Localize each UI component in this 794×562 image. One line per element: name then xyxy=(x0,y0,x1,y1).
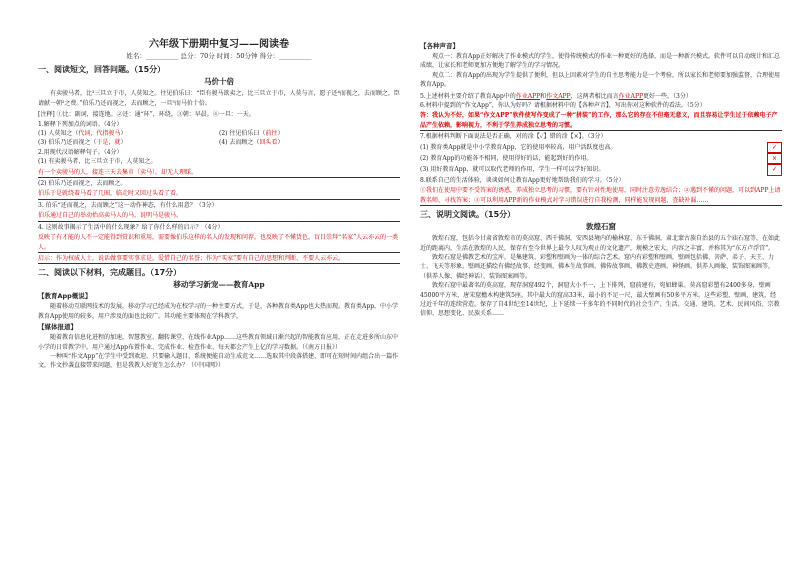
q1b: (2) 往见伯乐曰（前往） xyxy=(219,130,284,138)
viewpoint-2: 观点二：教育App的出现为学生提供了便利，但以上因素对学生的自主思考能力是一个考验，所以家长和老师要加强监督，合理使用教育App。 xyxy=(420,71,781,89)
right-column xyxy=(420,40,782,319)
subhead-intro: 【教育App概说】 xyxy=(38,292,92,301)
question-1: 1.解释下列加点的词语。（4分） xyxy=(38,120,123,128)
media-paragraph-2: 一种叫“作文App”在学生中受到欢迎，只要输入题目，系统便能自动生成范文……选取其中段落搭建，即可在短时间内组合出一篇作文，作文抄袭直接带来问题，但是我教人好宽生怎么办？（《中国网》） xyxy=(38,352,399,370)
q1a-answer: 代词，代指骏马 xyxy=(78,130,121,138)
question-2: 2.用现代汉语解释句子。（4分） xyxy=(38,148,123,156)
q8-answer: ①我们在使用中要不受答案的诱惑，养成独立思考的习惯，要有针对性地使用，同时注意劳逸结合；②遇到不懂的问题，可以到APP上请教名师，寻找答案；③可以利用APP新的作业模式对学习错误进行自我检测，同样能发现问题，查缺补漏…… xyxy=(420,186,782,206)
page-title: 六年级下册期中复习——阅读卷 xyxy=(149,39,289,50)
article2-paragraph-1: 敦煌石窟，包括今甘肃省敦煌市的莫高窟、西千佛洞，安西县境内的榆林窟、东千佛洞，肃北蒙古族自治县的五个庙石窟等，在如此近的距离内，生活在敦煌的人民，保存有至今世界上最令人叹为观止的文化遗产，规模之宏大，内容之丰富，并称其为“东方卢浮宫”。 xyxy=(420,235,781,252)
article2-paragraph-2: 敦煌石窟是佛教艺术的宝库，是集建筑、彩塑和壁画为一体的综合艺术。窟内有彩塑和壁画，壁画包括佛、菩萨、弟子、天王、力士、飞天等形象。壁画还描绘有佛经故事、经变画、佛本生故事画、佛传故事画、佛教史迹画、神怪画、供养人画像、装饰图案画等，（供养人像、佛经神话）、装饰图案画等。 xyxy=(420,253,775,280)
q4-answer-2: 启示：作为权威人士，说话做事要实事求是，爱惜自己的名誉；作为“买家”要有自己的思想和判断，不要人云亦云。 xyxy=(38,254,400,264)
q6-answer: 答：我认为不好，如果“作文APP”软件使写作变成了一种“拼装”的工作，那么它的存在不但毫无意义，而且容易让学生过于依赖电子产品产生依赖，影响视力，不利于学生养成独立思考的习惯。 xyxy=(420,111,782,131)
question-7: 7.根据材料判断下面说法是否正确，对的涂【✓】错的涂【×】。（3分） xyxy=(420,133,607,141)
q2a: (1) 有卖骏马者，比三旦立于市，人莫知之。 xyxy=(38,158,157,166)
q7c-answer: ✓ xyxy=(767,164,782,175)
student-info-line: 姓名：__________ 总分：70分 时间：50分钟 得分：__________ xyxy=(126,52,312,60)
question-3: 3. 伯乐“还而视之，去而顾之”这一动作神态，有什么用意？（3分） xyxy=(38,201,218,209)
q2a-answer: 有一个卖骏马的人，接连三天去集市（卖马），却无人理睬。 xyxy=(38,168,400,178)
q5-answer-3: 作业APP xyxy=(618,92,644,100)
question-6: 6.材料中提到的“作文App”，你认为好吗？请根据材料中的【各种声音】，写出你对这种软件的看法。（5分） xyxy=(420,102,706,110)
q4-answer-1: 反映了有才能的人不一定能得到赏识和重用，需要像伯乐这样的名人的发现和问荐。也反映了不懂货色，盲目崇拜“名家”人云亦云的一类人。 xyxy=(38,233,400,253)
article-title: 移动学习新宠——教育App xyxy=(173,280,265,290)
q3-answer: 伯乐通过自己的举动抬高卖马人的马，说明马是骏马。 xyxy=(38,211,400,221)
q7a: (1) 教育类App就是中小学教育App，它的使用率较高，用户活跃度也高。 xyxy=(420,143,617,151)
viewpoint-1: 观点一：教育App正好解决了作业模式的学生，使得传统模式的作业一种更好的选择，而是一种新兴模式。软件可以自动统计和汇总成绩，让家长和老师更加方便地了解学生的学习情况。 xyxy=(420,53,781,70)
question-8: 8.联系自己的生活体验，谈谈如何让教育App更好地帮助我们的学习。（5分） xyxy=(420,176,625,184)
section-3-heading: 三、说明文阅读。（15分） xyxy=(420,210,516,220)
q1a: (1) 人莫知之（代词，代指骏马） xyxy=(38,130,127,138)
q2b: (2) 伯乐乃还而视之，去而顾之。 xyxy=(38,180,127,188)
question-5: 5.上述材料主要介绍了教育App中的作业APP和作文APP，这两者相比而言作业APP更好一些。（3分） xyxy=(420,92,692,100)
q7a-row xyxy=(420,142,782,153)
q1c-answer: 于是，就 xyxy=(96,139,121,147)
section-2-heading: 二、阅读以下材料，完成题目。（17分） xyxy=(38,268,182,278)
q1d-answer: 回头看 xyxy=(259,139,278,147)
subhead-voices: 【各种声音】 xyxy=(420,42,459,50)
q1c: (3) 伯乐乃还而视之（于是，就） xyxy=(38,139,127,147)
q5-answer-2: 作文APP xyxy=(546,92,571,100)
left-column xyxy=(38,38,400,371)
q7b-answer: × xyxy=(767,153,782,164)
q1d: (4) 去而顾之（回头看） xyxy=(219,139,284,147)
media-paragraph-1: 随着教育信息化进程的加速，智慧教室、翻转课堂、在线作业App……这些教育领域日渐兴起的智能教育应用，正在走进多所山东中小学的日常教学中。用户通过App布置作业、完成作业、检查作业、每天都会产生上亿的学习数据。（《南方日报》） xyxy=(38,334,399,351)
question-4: 4. 这则故事揭示了生活中的什么现象？给了你什么样的启示？（4分） xyxy=(38,223,224,231)
q5-answer-1: 作业APP xyxy=(515,92,541,100)
poem-notes: [注释] ①比：副词，接连地。②还：通“环”，环绕。③朝：早晨。④一旦：一天。 xyxy=(38,111,255,119)
intro-paragraph: 随着移动互联网技术的发展，移动学习已经成为在校学习的一种主要方式，于是，各种教育类App也大热而现。教育类App，中小学教育App使用的较多，用户涉及的面也比较广。其功能主要体现在学科教学。 xyxy=(38,303,399,320)
poem-text: 有卖骏马者，比³三旦立于市，人莫知之。往见伯乐曰：“臣有骏马欲卖之，比三旦立于市，人莫与言，愿子还⁴而视之，去而顾之，臣请献一朝²之费。”伯乐乃还而视之，去而顾之，一旦⁵而马价十倍。 xyxy=(38,90,400,107)
subhead-media: 【媒体报道】 xyxy=(38,323,77,332)
q2b-answer: 伯乐于是就绕着马看了几圈，临走时又回过头看了看。 xyxy=(38,189,400,199)
q1-row-1 xyxy=(38,129,400,138)
article2-title: 敦煌石窟 xyxy=(586,222,616,232)
article2-paragraph-3: 敦煌石窟中最著名的莫高窟，现存洞窟492个，洞窟大小不一，上下排列，窟前建有，宛如蜂巢。莫高窟彩塑有2400多身，壁画45000平方米，唐宋窟檐木构建筑5座。其中最大的窟高33米，最小的不足一尺，最大壁画有50多平方米。这些彩塑、壁画、建筑，经过近千年的连续营造，保存了自4世纪至14世纪，上下延续一千多年的不同时代的社会生产、生活、交通、建筑、艺术、民间风俗、宗教信仰、思想变化、民族关系…… xyxy=(420,282,780,318)
q7c: (3) 用好教育App，就可以取代老师的作用，学生一样可以学好知识。 xyxy=(420,166,605,174)
q1-row-2 xyxy=(38,138,400,147)
q7b: (2) 教育App的功能各不相同，使用得好的话，能起到好的作用。 xyxy=(420,155,593,163)
poem-title: 马价十倍 xyxy=(204,77,234,87)
section-1-heading: 一、阅读短文，回答问题。（15分） xyxy=(38,65,166,75)
q7a-answer: ✓ xyxy=(767,142,782,153)
q1b-answer: 前往 xyxy=(265,130,278,138)
q7b-row xyxy=(420,153,782,164)
q7c-row xyxy=(420,164,782,175)
